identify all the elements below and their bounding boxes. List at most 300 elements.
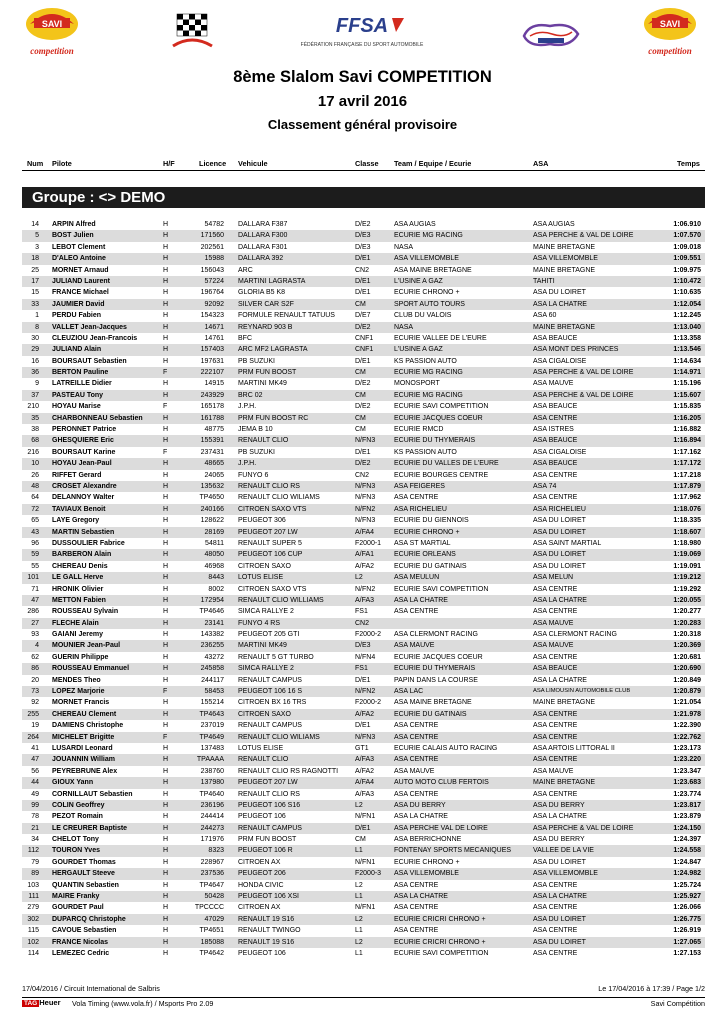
cell-asa: MAINE BRETAGNE xyxy=(533,323,596,331)
cell-pilote: CHEREAU Denis xyxy=(52,562,108,570)
cell-vehicule: RENAULT CLIO RS RAGNOTTI xyxy=(238,767,339,775)
cell-vehicule: SIMCA RALLYE 2 xyxy=(238,608,294,616)
table-row xyxy=(22,720,705,731)
cell-num: 302 xyxy=(27,915,39,923)
cell-temps: 1:06.910 xyxy=(673,221,701,228)
cell-team: KS PASSION AUTO xyxy=(394,357,457,365)
cell-num: 79 xyxy=(31,858,39,866)
cell-temps: 1:27.153 xyxy=(673,950,701,957)
cell-vehicule: LOTUS ELISE xyxy=(238,744,284,752)
cell-temps: 1:20.283 xyxy=(673,619,701,627)
cell-licence: TP4643 xyxy=(199,710,224,718)
cell-team: ECURIE RMCD xyxy=(394,426,444,434)
cell-pilote: JULIAND Alain xyxy=(52,346,102,354)
cell-team: ASA MEULUN xyxy=(394,574,440,582)
table-row xyxy=(22,481,705,492)
cell-team: ASA CENTRE xyxy=(394,927,439,935)
cell-classe: N/FN3 xyxy=(355,482,376,490)
cell-licence: 155214 xyxy=(200,699,224,707)
cell-classe: A/FA3 xyxy=(355,596,375,604)
cell-num: 92 xyxy=(31,699,39,707)
cell-team: ASA MAINE BRETAGNE xyxy=(394,266,472,274)
cell-classe: N/FN1 xyxy=(355,813,376,821)
cell-temps: 1:24.150 xyxy=(673,824,701,832)
cell-licence: TP4646 xyxy=(199,608,224,616)
cell-licence: TP4649 xyxy=(199,733,224,741)
cell-num: 93 xyxy=(31,631,39,639)
cell-licence: 202561 xyxy=(200,243,224,251)
cell-team: ASA CENTRE xyxy=(394,733,439,741)
cell-asa: ASA DU LOIRET xyxy=(533,551,586,559)
cell-licence: 58453 xyxy=(204,688,224,696)
cell-classe: F2000-2 xyxy=(355,699,382,707)
cell-asa: ASA CENTRE xyxy=(533,608,578,616)
cell-classe: CNF1 xyxy=(355,334,374,342)
svg-text:SAVI: SAVI xyxy=(659,19,681,29)
cell-classe: N/FN3 xyxy=(355,437,376,445)
cell-asa: ASA 74 xyxy=(533,482,557,490)
cell-num: 18 xyxy=(31,255,39,263)
cell-num: 41 xyxy=(31,744,39,752)
cell-hf: H xyxy=(163,437,169,445)
cell-classe: CM xyxy=(355,300,366,308)
cell-licence: 14761 xyxy=(204,334,224,342)
cell-pilote: DUPARCQ Christophe xyxy=(52,915,126,923)
cell-temps: 1:16.882 xyxy=(673,426,701,434)
cell-licence: 43272 xyxy=(204,653,224,661)
cell-num: 89 xyxy=(31,870,39,878)
cell-licence: 244273 xyxy=(200,824,224,832)
cell-hf: H xyxy=(163,574,169,582)
cell-licence: TP4642 xyxy=(199,950,224,957)
cell-num: 255 xyxy=(27,710,39,718)
cell-hf: H xyxy=(163,608,169,616)
table-row xyxy=(22,686,705,697)
cell-pilote: TAVIAUX Benoit xyxy=(52,505,106,513)
cell-vehicule: PRM FUN BOOST RC xyxy=(238,414,309,422)
cell-pilote: MAIRE Franky xyxy=(52,893,100,901)
cell-licence: 46968 xyxy=(204,562,224,570)
cell-asa: ASA 60 xyxy=(533,312,557,320)
cell-asa: ASA CIGALOISE xyxy=(533,357,587,365)
cell-hf: F xyxy=(163,448,168,456)
cell-asa: ASA MAUVE xyxy=(533,642,574,650)
cell-hf: H xyxy=(163,836,169,844)
cell-pilote: JULIAND Laurent xyxy=(52,277,110,285)
cell-pilote: ARPIN Alfred xyxy=(52,221,96,228)
cell-pilote: CHARBONNEAU Sebastien xyxy=(52,414,143,422)
cell-vehicule: PEUGEOT 106 xyxy=(238,950,286,957)
cell-team: ECURIE JACQUES COEUR xyxy=(394,653,483,661)
cell-pilote: BARBERON Alain xyxy=(52,551,112,559)
tag-heuer-logo: TAG Heuer xyxy=(24,998,61,1007)
cell-team: ECURIE VALLEE DE L'EURE xyxy=(394,334,487,342)
cell-classe: CM xyxy=(355,391,366,399)
cell-licence: 50428 xyxy=(204,893,224,901)
cell-num: 216 xyxy=(27,448,39,456)
cell-licence: 238760 xyxy=(200,767,224,775)
cell-classe: A/FA2 xyxy=(355,767,375,775)
cell-pilote: PEYREBRUNE Alex xyxy=(52,767,118,775)
cell-vehicule: RENAULT CLIO RS xyxy=(238,790,300,798)
cell-classe: D/E2 xyxy=(355,460,371,468)
cell-asa: ASA CENTRE xyxy=(533,585,578,593)
cell-num: 47 xyxy=(31,596,39,604)
cell-temps: 1:09.018 xyxy=(673,243,701,251)
cell-temps: 1:23.220 xyxy=(673,756,701,764)
cell-pilote: CAVOUE Sebastien xyxy=(52,927,117,935)
cell-pilote: GAIANI Jeremy xyxy=(52,631,103,639)
cell-pilote: VALLET Jean-Jacques xyxy=(52,323,127,331)
cell-pilote: GUERIN Philippe xyxy=(52,653,109,661)
header-divider xyxy=(22,170,705,171)
cell-vehicule: PEUGEOT 207 LW xyxy=(238,779,298,787)
cell-temps: 1:17.162 xyxy=(673,448,701,456)
cell-vehicule: MARTINI MK49 xyxy=(238,380,287,388)
cell-asa: ASA CENTRE xyxy=(533,710,578,718)
cell-team: ECURIE BOURGES CENTRE xyxy=(394,471,489,479)
cell-temps: 1:26.919 xyxy=(673,927,701,935)
cell-num: 4 xyxy=(35,642,39,650)
cell-temps: 1:20.318 xyxy=(673,631,701,639)
cell-team: ECURIE ORLEANS xyxy=(394,551,456,559)
cell-vehicule: CITROEN BX 16 TRS xyxy=(238,699,307,707)
cell-team: ECURIE CHRONO + xyxy=(394,289,460,297)
cell-licence: TPCCCC xyxy=(194,904,224,912)
circuit-logo xyxy=(520,20,582,50)
cell-temps: 1:24.982 xyxy=(673,870,701,878)
table-row xyxy=(22,902,705,913)
cell-temps: 1:17.962 xyxy=(673,494,701,502)
cell-asa: ASA ISTRES xyxy=(533,426,574,434)
cell-licence: 185088 xyxy=(200,938,224,946)
cell-team: ASA MAUVE xyxy=(394,767,435,775)
cell-licence: 244414 xyxy=(200,813,224,821)
results-table xyxy=(22,219,705,959)
cell-vehicule: PB SUZUKI xyxy=(238,448,275,456)
cell-num: 78 xyxy=(31,813,39,821)
cell-temps: 1:19.212 xyxy=(673,574,701,582)
table-row xyxy=(22,253,705,264)
cell-pilote: LE CREURER Baptiste xyxy=(52,824,128,832)
cell-licence: TPAAAA xyxy=(196,756,224,764)
cell-hf: H xyxy=(163,596,169,604)
cell-licence: 47029 xyxy=(204,915,224,923)
cell-vehicule: DALLARA F300 xyxy=(238,232,288,240)
cell-vehicule: CITROEN SAXO VTS xyxy=(238,585,307,593)
cell-num: 37 xyxy=(31,391,39,399)
cell-pilote: GHESQUIERE Eric xyxy=(52,437,114,445)
cell-asa: ASA VILLEMOMBLE xyxy=(533,255,598,263)
cell-num: 115 xyxy=(27,927,39,935)
cell-pilote: LOPEZ Marjorie xyxy=(52,688,105,696)
cell-asa: VALLEE DE LA VIE xyxy=(533,847,594,855)
cell-hf: H xyxy=(163,243,169,251)
cell-team: ASA CENTRE xyxy=(394,881,439,889)
cell-asa: ASA ARTOIS LITTORAL II xyxy=(533,744,615,752)
cell-vehicule: J.P.H. xyxy=(238,403,257,411)
cell-classe: D/E1 xyxy=(355,722,371,730)
cell-vehicule: RENAULT CLIO xyxy=(238,756,289,764)
cell-asa: ASA BEAUCE xyxy=(533,334,578,342)
cell-pilote: RIFFET Gerard xyxy=(52,471,102,479)
table-row xyxy=(22,561,705,572)
cell-licence: 14671 xyxy=(204,323,224,331)
cell-asa: ASA CENTRE xyxy=(533,733,578,741)
cell-team: ASA LA CHATRE xyxy=(394,596,448,604)
cell-classe: A/FA3 xyxy=(355,790,375,798)
cell-classe: D/E1 xyxy=(355,357,371,365)
cell-hf: H xyxy=(163,619,169,627)
cell-classe: D/E1 xyxy=(355,289,371,297)
cell-asa: ASA MAUVE xyxy=(533,380,574,388)
cell-team: ECURIE CRICRI CHRONO + xyxy=(394,915,486,923)
cell-hf: F xyxy=(163,733,168,741)
cell-licence: 14915 xyxy=(204,380,224,388)
cell-temps: 1:12.054 xyxy=(673,300,701,308)
table-row xyxy=(22,470,705,481)
table-row xyxy=(22,356,705,367)
cell-pilote: FRANCE Nicolas xyxy=(52,938,109,946)
cell-hf: H xyxy=(163,380,169,388)
cell-classe: D/E1 xyxy=(355,255,371,263)
cell-team: L'USINE A GAZ xyxy=(394,346,443,354)
cell-team: L'USINE A GAZ xyxy=(394,277,443,285)
cell-num: 38 xyxy=(31,426,39,434)
cell-classe: D/E1 xyxy=(355,824,371,832)
cell-classe: L2 xyxy=(355,881,363,889)
cell-pilote: FRANCE Michael xyxy=(52,289,109,297)
cell-asa: ASA VILLEMOMBLE xyxy=(533,870,598,878)
footer-organizer: Savi Compétition xyxy=(650,999,705,1008)
cell-num: 99 xyxy=(31,801,39,809)
cell-hf: H xyxy=(163,756,169,764)
cell-licence: 165178 xyxy=(200,403,224,411)
cell-pilote: QUANTIN Sebastien xyxy=(52,881,119,889)
cell-hf: H xyxy=(163,334,169,342)
table-row xyxy=(22,333,705,344)
column-header-temps: Temps xyxy=(677,159,700,168)
cell-licence: 92092 xyxy=(204,300,224,308)
cell-licence: 197631 xyxy=(200,357,224,365)
cell-num: 33 xyxy=(31,300,39,308)
cell-pilote: HRONIK Olivier xyxy=(52,585,104,593)
cell-classe: A/FA4 xyxy=(355,528,375,536)
cell-vehicule: MARTINI LAGRASTA xyxy=(238,277,306,285)
cell-asa: ASA LA CHATRE xyxy=(533,300,587,308)
cell-vehicule: CITROEN SAXO xyxy=(238,562,291,570)
table-row xyxy=(22,948,705,959)
cell-vehicule: PEUGEOT 205 GTI xyxy=(238,631,300,639)
cell-num: 8 xyxy=(35,323,39,331)
table-row xyxy=(22,584,705,595)
cell-team: ASA VILLEMOMBLE xyxy=(394,255,459,263)
cell-hf: H xyxy=(163,938,169,946)
cell-vehicule: ARC xyxy=(238,266,253,274)
cell-classe: L1 xyxy=(355,847,363,855)
column-header-hf: H/F xyxy=(163,159,175,168)
cell-vehicule: REYNARD 903 B xyxy=(238,323,293,331)
cell-hf: H xyxy=(163,551,169,559)
cell-temps: 1:25.724 xyxy=(673,881,701,889)
cell-num: 19 xyxy=(31,722,39,730)
cell-asa: ASA BEAUCE xyxy=(533,460,578,468)
table-row xyxy=(22,823,705,834)
footer-divider xyxy=(22,997,705,998)
cell-team: ASA CENTRE xyxy=(394,608,439,616)
cell-vehicule: RENAULT CLIO WILLIAMS xyxy=(238,596,324,604)
cell-licence: 243929 xyxy=(200,391,224,399)
table-row xyxy=(22,401,705,412)
cell-temps: 1:10.472 xyxy=(673,277,701,285)
table-row xyxy=(22,937,705,948)
cell-vehicule: LOTUS ELISE xyxy=(238,574,284,582)
cell-vehicule: DALLARA F301 xyxy=(238,243,288,251)
cell-temps: 1:20.690 xyxy=(673,665,701,673)
cell-team: SPORT AUTO TOURS xyxy=(394,300,465,308)
cell-num: 14 xyxy=(31,221,39,228)
table-row xyxy=(22,230,705,241)
cell-num: 3 xyxy=(35,243,39,251)
cell-temps: 1:24.558 xyxy=(673,847,701,855)
cell-hf: H xyxy=(163,915,169,923)
cell-classe: N/FN3 xyxy=(355,517,376,525)
cell-num: 64 xyxy=(31,494,39,502)
cell-num: 56 xyxy=(31,767,39,775)
cell-asa: ASA DU BERRY xyxy=(533,836,585,844)
cell-vehicule: BRC 02 xyxy=(238,391,263,399)
cell-num: 15 xyxy=(31,289,39,297)
cell-licence: 15988 xyxy=(204,255,224,263)
cell-num: 68 xyxy=(31,437,39,445)
cell-pilote: MOUNIER Jean-Paul xyxy=(52,642,121,650)
cell-temps: 1:13.040 xyxy=(673,323,701,331)
cell-hf: H xyxy=(163,847,169,855)
cell-temps: 1:19.091 xyxy=(673,562,701,570)
cell-temps: 1:14.634 xyxy=(673,357,701,365)
cell-team: ASA PERCHE VAL DE LOIRE xyxy=(394,824,488,832)
cell-vehicule: RENAULT CAMPUS xyxy=(238,824,302,832)
cell-vehicule: SIMCA RALLYE 2 xyxy=(238,665,294,673)
cell-vehicule: FUNYO 6 xyxy=(238,471,269,479)
cell-vehicule: PEUGEOT 306 xyxy=(238,517,286,525)
table-row xyxy=(22,424,705,435)
cell-temps: 1:18.076 xyxy=(673,505,701,513)
cell-asa: ASA CENTRE xyxy=(533,904,578,912)
cell-classe: L1 xyxy=(355,893,363,901)
cell-classe: D/E2 xyxy=(355,221,371,228)
cell-classe: A/FA1 xyxy=(355,551,375,559)
cell-vehicule: PEUGEOT 106 S16 xyxy=(238,801,301,809)
cell-classe: CN2 xyxy=(355,619,370,627)
cell-licence: 48665 xyxy=(204,460,224,468)
cell-hf: H xyxy=(163,562,169,570)
footer-software: Vola Timing (www.vola.fr) / Msports Pro 2.09 xyxy=(72,999,214,1008)
cell-hf: H xyxy=(163,505,169,513)
cell-classe: GT1 xyxy=(355,744,369,752)
cell-hf: H xyxy=(163,357,169,365)
cell-classe: N/FN2 xyxy=(355,505,376,513)
cell-hf: H xyxy=(163,494,169,502)
ffsa-logo xyxy=(292,10,432,56)
cell-asa: ASA CLERMONT RACING xyxy=(533,631,617,639)
cell-licence: 196764 xyxy=(200,289,224,297)
cell-team: AUTO MOTO CLUB FERTOIS xyxy=(394,779,489,787)
cell-classe: D/E7 xyxy=(355,312,371,320)
savi-competition-logo xyxy=(22,2,82,64)
cell-vehicule: SILVER CAR S2F xyxy=(238,300,294,308)
table-row xyxy=(22,880,705,891)
cell-hf: H xyxy=(163,471,169,479)
table-row xyxy=(22,925,705,936)
cell-team: ASA CENTRE xyxy=(394,756,439,764)
cell-asa: ASA DU LOIRET xyxy=(533,915,586,923)
cell-pilote: LEMEZEC Cedric xyxy=(52,950,110,957)
cell-classe: N/FN1 xyxy=(355,904,376,912)
table-row xyxy=(22,572,705,583)
cell-pilote: GOURDET Thomas xyxy=(52,858,116,866)
cell-team: ECURIE MG RACING xyxy=(394,369,463,377)
cell-num: 111 xyxy=(28,893,39,901)
cell-asa: MAINE BRETAGNE xyxy=(533,779,596,787)
table-row xyxy=(22,378,705,389)
table-row xyxy=(22,618,705,629)
cell-licence: 128622 xyxy=(200,517,224,525)
cell-classe: CM xyxy=(355,369,366,377)
group-banner: Groupe : <> DEMO xyxy=(22,187,705,208)
cell-hf: H xyxy=(163,460,169,468)
cell-num: 112 xyxy=(27,847,39,855)
table-row xyxy=(22,663,705,674)
cell-num: 16 xyxy=(31,357,39,365)
cell-team: ECURIE DU GIENNOIS xyxy=(394,517,469,525)
cell-licence: 48050 xyxy=(204,551,224,559)
table-row xyxy=(22,287,705,298)
cell-vehicule: ARC MF2 LAGRASTA xyxy=(238,346,308,354)
table-row xyxy=(22,777,705,788)
cell-hf: H xyxy=(163,858,169,866)
cell-temps: 1:23.817 xyxy=(673,801,701,809)
cell-team: ECURIE MG RACING xyxy=(394,391,463,399)
cell-licence: 237019 xyxy=(200,722,224,730)
table-row xyxy=(22,527,705,538)
table-row xyxy=(22,458,705,469)
cell-hf: H xyxy=(163,653,169,661)
cell-temps: 1:20.277 xyxy=(673,608,701,616)
cell-pilote: MORNET Francis xyxy=(52,699,110,707)
cell-temps: 1:26.775 xyxy=(673,915,701,923)
cell-licence: 237536 xyxy=(200,870,224,878)
cell-licence: 172954 xyxy=(200,596,224,604)
cell-pilote: HOYAU Marise xyxy=(52,403,101,411)
cell-vehicule: FUNYO 4 RS xyxy=(238,619,281,627)
table-row xyxy=(22,595,705,606)
cell-team: NASA xyxy=(394,323,414,331)
cell-licence: TP4640 xyxy=(199,790,224,798)
cell-team: ECURIE CHRONO + xyxy=(394,858,460,866)
cell-asa: ASA BEAUCE xyxy=(533,665,578,673)
cell-asa: ASA PERCHE & VAL DE LOIRE xyxy=(533,232,634,240)
cell-num: 1 xyxy=(35,312,39,320)
cell-hf: H xyxy=(163,801,169,809)
cell-classe: A/FA2 xyxy=(355,562,375,570)
event-date: 17 avril 2016 xyxy=(317,93,408,110)
cell-vehicule: RENAULT 19 S16 xyxy=(238,915,295,923)
cell-team: ECURIE DU GATINAIS xyxy=(394,562,467,570)
cell-num: 114 xyxy=(27,950,39,957)
table-row xyxy=(22,310,705,321)
cell-asa: ASA DU BERRY xyxy=(533,801,585,809)
